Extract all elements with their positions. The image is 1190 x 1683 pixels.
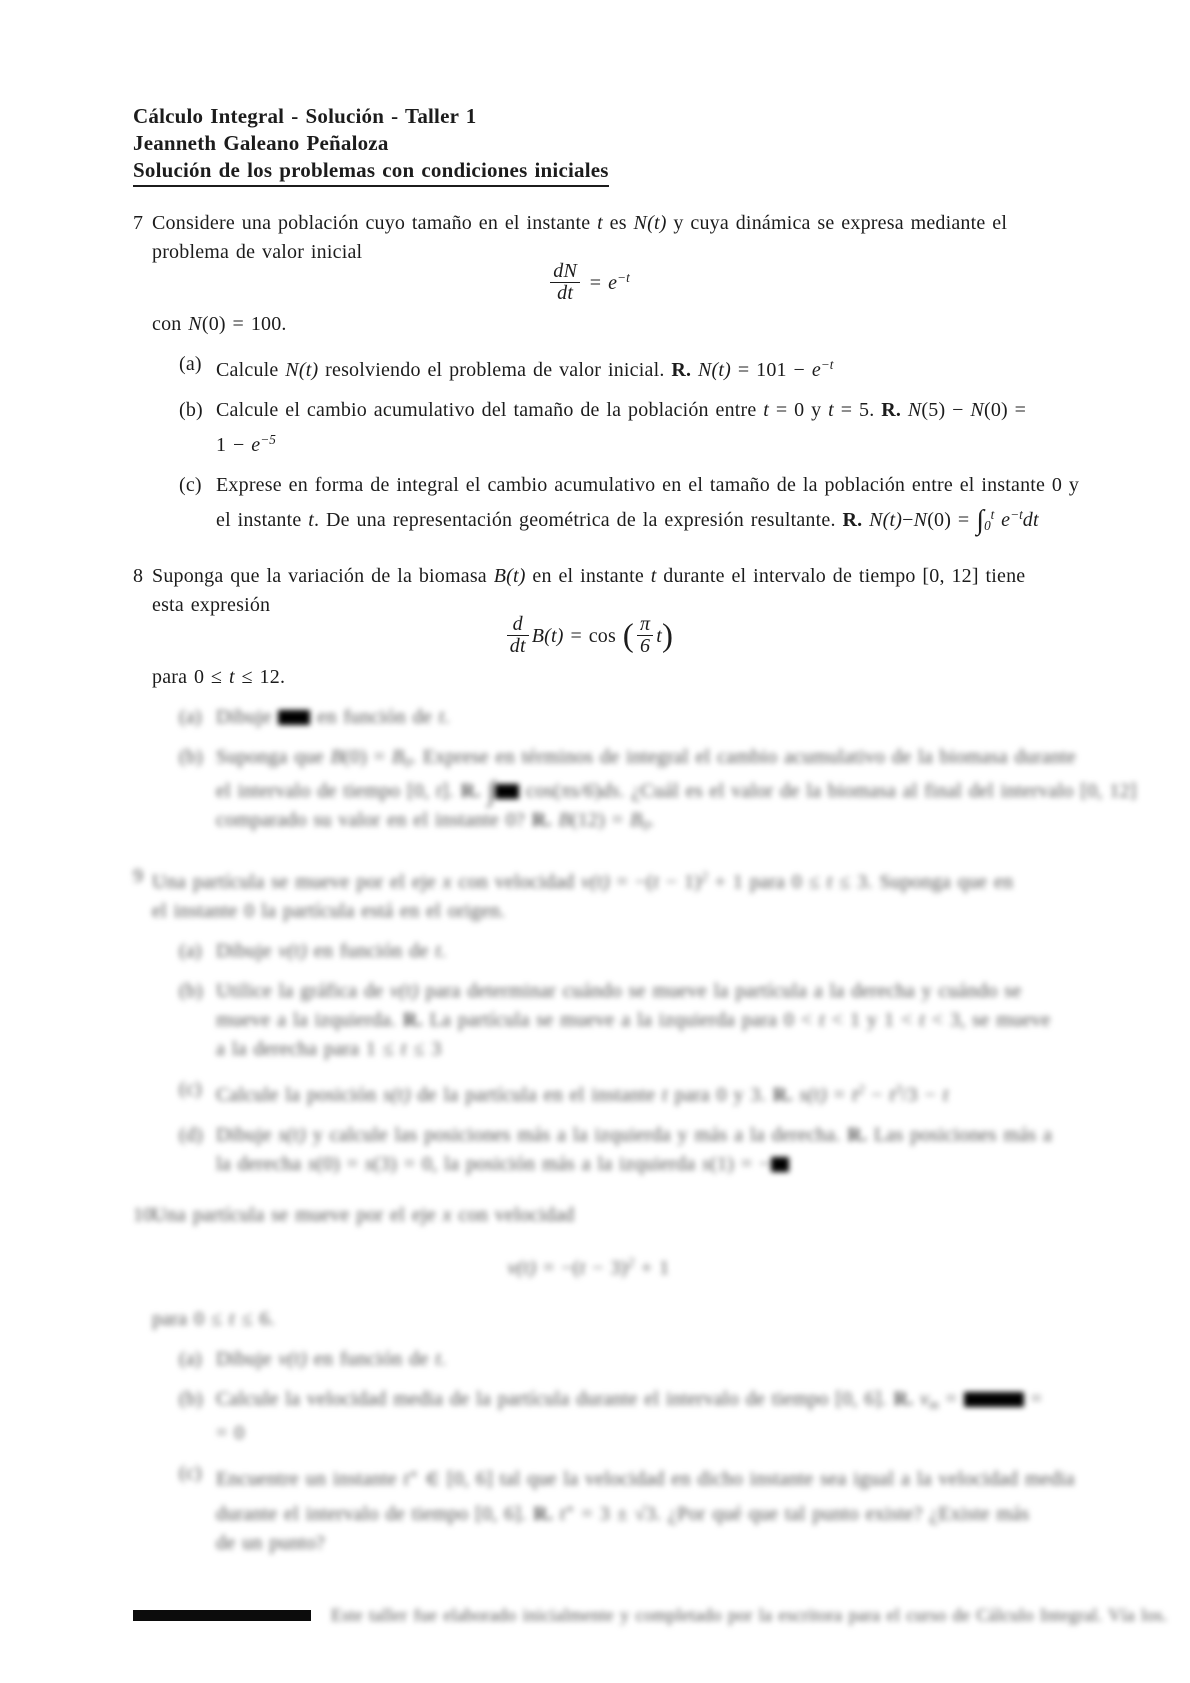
problem-8 — [133, 562, 1137, 840]
problem-7-number: 7 — [133, 212, 144, 234]
item-line: comparado su valor en el instante 0? R. $B(12) = B_0$. — [216, 809, 655, 833]
item-line: = 0 — [216, 1422, 245, 1444]
item-line: Encuentre un instante t∗ ∈ [0, 6] tal que la velocidad en dicho instante sea igual a la velocidad media — [216, 1466, 1075, 1490]
redacted-bar — [133, 1610, 311, 1621]
item-line: Dibuje v(t) en función de t. — [216, 1348, 447, 1370]
item-label: (a) — [179, 1348, 202, 1370]
item-line: Suponga que $B(0) = B_0$. Exprese en términos de integral el cambio acumulativo de la biomasa durante — [216, 746, 1076, 770]
problem-8-number: 8 — [133, 565, 144, 587]
problem-8-statement-line-2: esta expresión — [152, 594, 271, 616]
item-line: el instante t. De una representación geométrica de la expresión resultante. R. $N(t)-N(0) = \int_0^t$ $e^{-t}dt$ — [216, 505, 1039, 536]
doc-header — [133, 103, 1065, 187]
problem-8-item-b-blurred — [179, 743, 1137, 840]
document-body — [133, 103, 1168, 1626]
item-line: Calcule el cambio acumulativo del tamaño de la población entre t = 0 y t = 5. R. N(5) − N(0) = — [216, 399, 1027, 421]
problem-7 — [133, 209, 1080, 540]
item-label: (b) — [179, 1388, 203, 1410]
problem-7-initial-condition: con N(0) = 100. — [152, 313, 287, 335]
item-line: la derecha s(0) = s(3) = 0, la posición más a la izquierda s(1) = − — [216, 1150, 1065, 1179]
problem-9-item-b — [179, 977, 1065, 1064]
equation-dn-dt: $\frac{dN}{dt}$ = $e^{-t}$ — [152, 263, 1025, 306]
item-line: el intervalo de tiempo [0, t]. R. ∫ cos(πs/6)ds. ¿Cuál es el valor de la biomasa al final del intervalo [0, 12] — [216, 776, 1137, 807]
item-line: Utilice la gráfica de v(t) para determinar cuándo se mueve la partícula a la derecha y cuándo se — [216, 980, 1022, 1002]
item-line: Exprese en forma de integral el cambio acumulativo en el tamaño de la población entre el instante 0 y — [216, 474, 1080, 496]
problem-7-statement-line-2: problema de valor inicial — [152, 241, 363, 263]
problem-10-item-a — [179, 1345, 1065, 1374]
problem-10-item-c — [179, 1459, 1075, 1558]
item-label: (b) — [179, 399, 203, 421]
item-line: Dibuje en función de t. — [216, 706, 450, 728]
item-label: (b) — [179, 746, 203, 768]
problem-9-item-d — [179, 1121, 1065, 1179]
item-line: Calcule la posición s(t) de la partícula en el instante t para 0 y 3. R. $s(t) = t^2 - t^3/3 - t$ — [216, 1082, 949, 1106]
header-title: Cálculo Integral - Solución - Taller 1 — [133, 104, 477, 128]
problem-8-domain: para 0 ≤ t ≤ 12. — [152, 666, 286, 688]
problem-10-number: 10 — [133, 1204, 154, 1226]
problem-8-item-a-blurred — [179, 703, 1065, 732]
item-label: (a) — [179, 353, 202, 375]
item-line: durante el intervalo de tiempo [0, 6]. R. t∗ = 3 ± √3. ¿Por qué que tal punto existe? ¿Existe más — [216, 1501, 1030, 1525]
header-author: Jeanneth Galeano Peñaloza — [133, 131, 389, 155]
doc-footer — [133, 1604, 1168, 1626]
item-line: a la derecha para 1 ≤ t ≤ 3 — [216, 1038, 442, 1060]
problem-10-domain: para 0 ≤ t ≤ 6. — [152, 1308, 275, 1330]
equation-velocity: $v(t) = -(t - 3)^2 + 1$ — [507, 1255, 670, 1279]
problem-9-number: 9 — [133, 865, 144, 887]
item-line: mueve a la izquierda. R. La partícula se mueve a la izquierda para 0 < t < 1 y 1 < t < 3, se mueve — [216, 1009, 1051, 1031]
problem-9-item-c — [179, 1075, 1065, 1110]
problem-7-item-b — [179, 396, 1065, 460]
header-subtitle: Solución de los problemas con condiciones iniciales — [133, 157, 609, 187]
item-label: (c) — [179, 1462, 202, 1484]
item-label: (a) — [179, 940, 202, 962]
problem-9-blurred — [133, 862, 1065, 1179]
problem-10-item-b — [179, 1385, 1065, 1448]
problem-10-blurred — [133, 1201, 1075, 1558]
item-line: Dibuje s(t) y calcule las posiciones más a la izquierda y más a la derecha. R. Las posiciones más a — [216, 1124, 1053, 1146]
footer-note-blurred: Este taller fue elaborado inicialmente y completado por la escritora para el curso de Cálculo Integral. Vía los. — [331, 1605, 1168, 1625]
item-line: Calcule la velocidad media de la partícula durante el intervalo de tiempo [0, 6]. R. $v_m$ = = — [216, 1388, 1043, 1412]
item-line: Calcule N(t) resolviendo el problema de valor inicial. R. $N(t) = 101 - e^{-t}$ — [216, 357, 834, 381]
item-line: $1 - e^{-5}$ — [216, 432, 276, 456]
equation-biomass: $\frac{d}{dt}$ B(t) = cos ( $\frac{\pi}{6}$ t) — [152, 616, 1025, 659]
problem-9-statement-line-2: el instante 0 la partícula está en el origen. — [152, 900, 506, 922]
item-label: (c) — [179, 474, 202, 496]
problem-7-item-a — [179, 350, 1065, 385]
item-label: (b) — [179, 980, 203, 1002]
problem-7-statement-line-1: Considere una población cuyo tamaño en el instante t es N(t) y cuya dinámica se expresa mediante el — [152, 212, 1008, 234]
item-label: (d) — [179, 1124, 203, 1146]
problem-9-item-a — [179, 937, 1065, 966]
item-line: Dibuje v(t) en función de t. — [216, 940, 447, 962]
problem-9-statement-line-1: Una partícula se mueve por el eje x con velocidad $v(t) = -(t - 1)^2 + 1$ para 0 ≤ t ≤ 3. Suponga que en — [152, 869, 1014, 893]
problem-10-statement-line-1: Una partícula se mueve por el eje x con velocidad — [152, 1204, 575, 1226]
item-label: (a) — [179, 706, 202, 728]
item-line: de un punto? — [216, 1532, 325, 1554]
problem-8-statement-line-1: Suponga que la variación de la biomasa B(t) en el instante t durante el intervalo de tiempo [0, 12] tiene — [152, 565, 1026, 587]
problem-7-item-c — [179, 471, 1080, 540]
item-label: (c) — [179, 1078, 202, 1100]
